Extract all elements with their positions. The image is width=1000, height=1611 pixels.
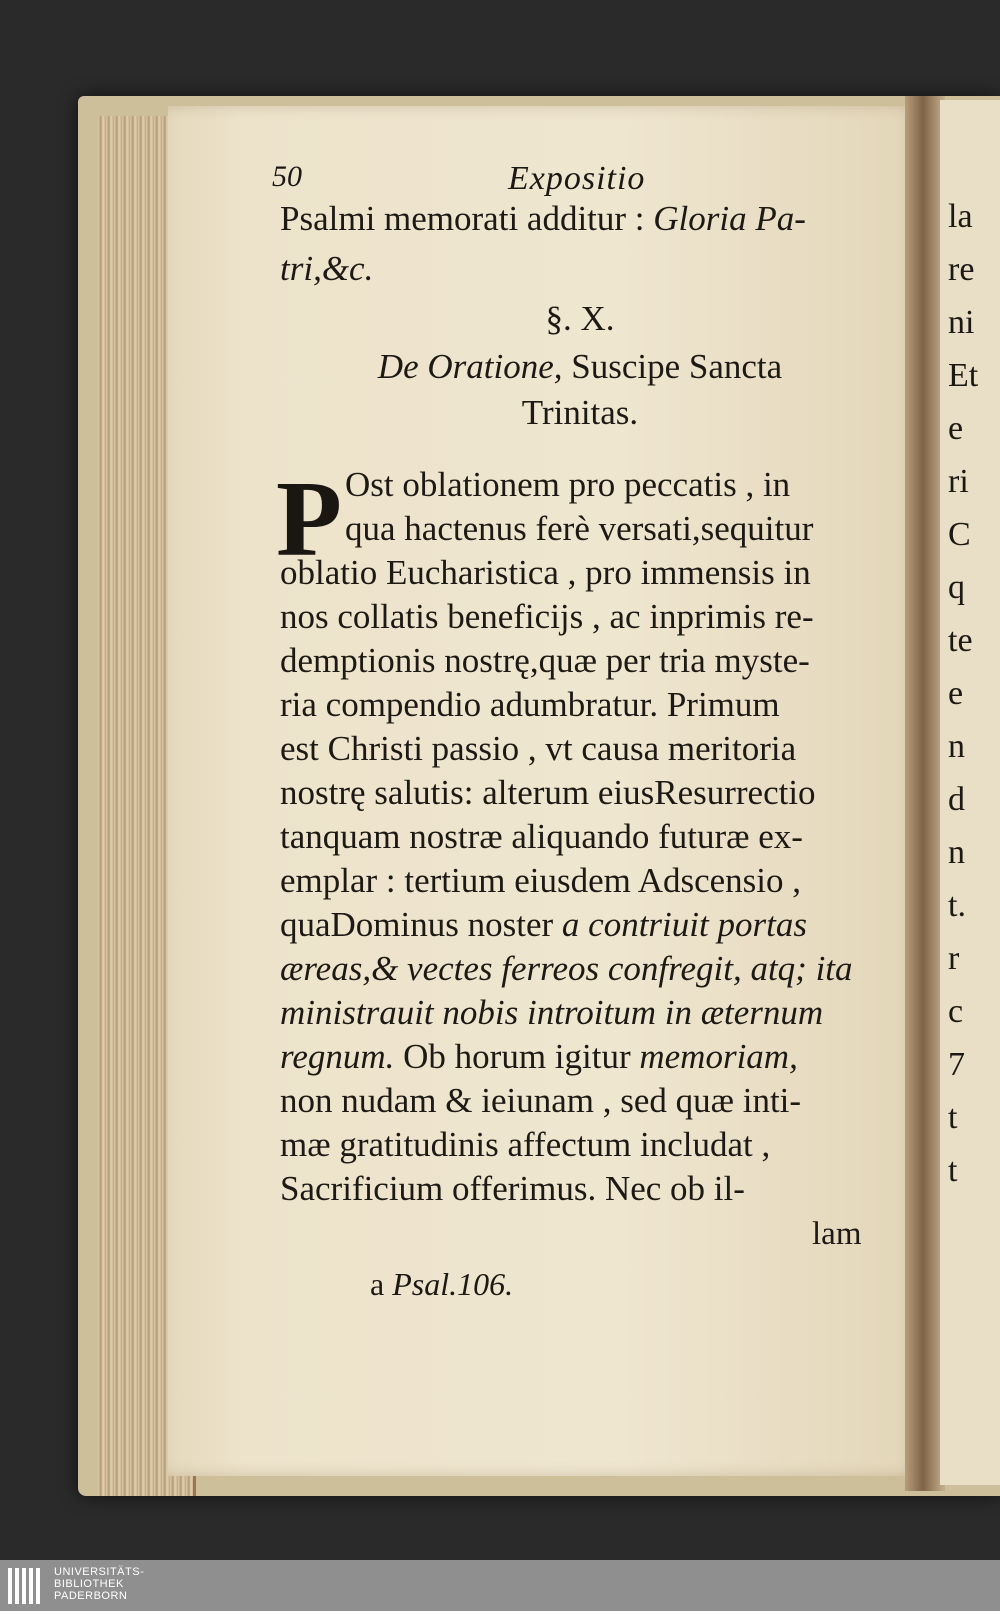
facing-page-text: r: [948, 940, 960, 977]
facing-page-text: ni: [948, 304, 975, 341]
library-name-line: BIBLIOTHEK: [54, 1578, 124, 1590]
facing-page-text: t.: [948, 887, 966, 924]
page-header: [272, 160, 872, 200]
facing-page-text: ri: [948, 463, 969, 500]
section-number: §. X.: [545, 299, 615, 338]
body-line: non nudam & ieiunam , sed quæ inti-: [280, 1081, 802, 1120]
body-line: nostrę salutis: alterum eiusResurrectio: [280, 773, 816, 812]
body-line: emplar : tertium eiusdem Adscensio ,: [280, 861, 802, 900]
facing-page-text: 7: [948, 1046, 965, 1083]
text-line: [280, 248, 880, 290]
facing-page-text: q: [948, 569, 965, 606]
facing-page-text: d: [948, 781, 965, 818]
text-run: Psalmi memorati additur :: [280, 199, 654, 238]
body-line: [280, 1036, 880, 1078]
body-line: oblatio Eucharistica , pro immensis in: [280, 553, 811, 592]
body-line: qua hactenus ferè versati,sequitur: [345, 509, 814, 548]
section-title: [280, 346, 880, 388]
facing-page-text: c: [948, 993, 964, 1030]
italic-run: Gloria Pa-: [653, 199, 806, 238]
facing-page-text: t: [948, 1152, 958, 1189]
catchword: lam: [812, 1216, 862, 1252]
italic-run: De Oratione,: [377, 347, 563, 386]
body-line: demptionis nostrę,quæ per tria myste-: [280, 641, 810, 680]
library-footer: [0, 1560, 1000, 1611]
footnote: [370, 1266, 513, 1303]
body-line: tanquam nostræ aliquando futuræ ex-: [280, 817, 803, 856]
facing-page-text: re: [948, 251, 975, 288]
italic-run: regnum.: [280, 1037, 395, 1076]
italic-run: a contriuit portas: [561, 905, 807, 944]
facing-page-text: te: [948, 622, 973, 659]
body-line: Ost oblationem pro peccatis , in: [345, 465, 791, 504]
facing-page-text: e: [948, 410, 964, 447]
section-title-cont: Trinitas.: [521, 393, 639, 432]
facing-page-text: e: [948, 675, 964, 712]
italic-run: tri,&c.: [280, 249, 374, 288]
facing-page-text: C: [948, 516, 971, 553]
body-line: æreas,& vectes ferreos confregit, atq; ita: [280, 949, 853, 988]
facing-page-text: n: [948, 834, 965, 871]
text-run: Suscipe Sancta: [562, 347, 783, 386]
body-line: est Christi passio , vt causa meritoria: [280, 729, 797, 768]
page-number: 50: [272, 160, 302, 193]
body-line: ministrauit nobis introitum in æternum: [280, 993, 824, 1032]
text-run: Ob horum igitur: [394, 1037, 640, 1076]
library-name-line: UNIVERSITÄTS-: [54, 1566, 145, 1578]
facing-page-text: n: [948, 728, 965, 765]
body-line: Sacrificium offerimus. Nec ob il-: [280, 1169, 745, 1208]
running-head: Expositio: [508, 160, 646, 197]
body-line: nos collatis beneficijs , ac inprimis re-: [280, 597, 814, 636]
drop-capital: P: [276, 460, 342, 579]
text-run: quaDominus noster: [280, 905, 554, 944]
book-gutter: [905, 96, 945, 1491]
facing-page-text: la: [948, 198, 973, 235]
footnote-marker: a: [370, 1266, 393, 1302]
library-name: [54, 1566, 144, 1602]
facing-page-fragment: [940, 100, 1000, 1485]
body-line: mæ gratitudinis affectum includat ,: [280, 1125, 771, 1164]
facing-page-text: t: [948, 1099, 958, 1136]
text-line: [280, 198, 880, 240]
facing-page-text: Et: [948, 357, 979, 394]
body-line: [280, 904, 880, 946]
footnote-ref: Psal.106.: [392, 1266, 514, 1302]
library-logo-icon: [8, 1568, 44, 1604]
italic-run: memoriam,: [639, 1037, 798, 1076]
library-name-line: PADERBORN: [54, 1590, 128, 1602]
body-line: ria compendio adumbratur. Primum: [280, 685, 780, 724]
